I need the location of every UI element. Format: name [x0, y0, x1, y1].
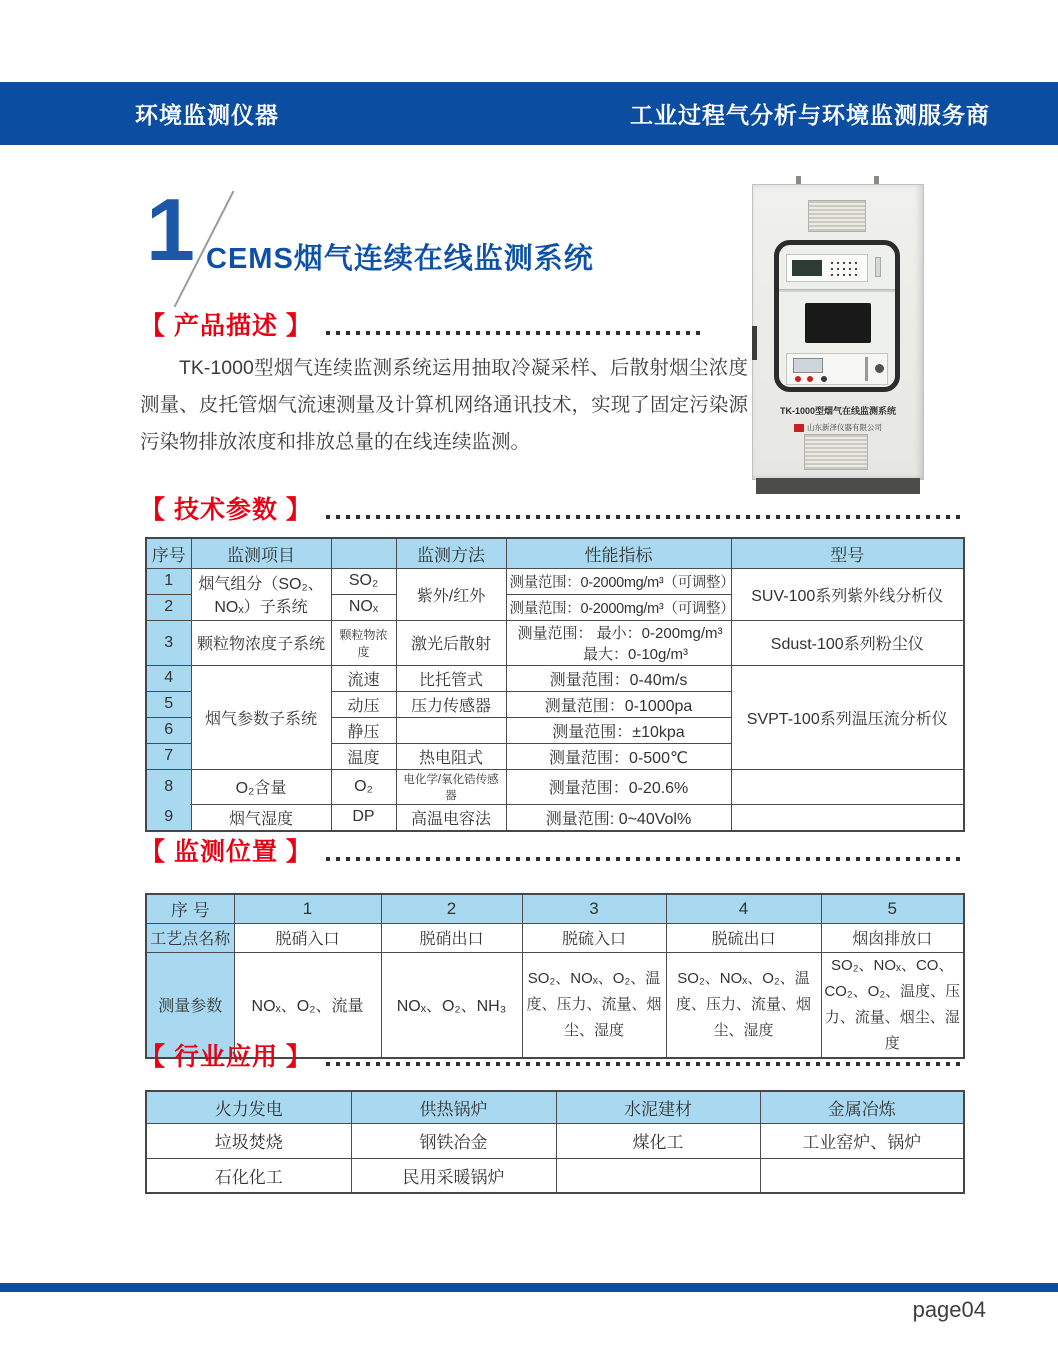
rack-slot — [875, 257, 881, 277]
col-header-3: 3 — [522, 894, 666, 923]
table-row — [146, 1123, 964, 1158]
cell-process-point: 脱硝出口 — [381, 923, 522, 952]
cell-method: 激光后散射 — [396, 620, 506, 665]
flow-gauge — [865, 357, 868, 381]
cell-model — [731, 769, 964, 804]
footer-bar — [0, 1283, 1058, 1292]
table-row — [146, 923, 964, 952]
col-header: 供热锅炉 — [351, 1091, 556, 1123]
cell-perf: 测量范围：0-2000mg/m³（可调整） — [506, 594, 731, 620]
col-header-4: 4 — [666, 894, 821, 923]
col-header-sub — [331, 538, 396, 568]
page-number: page04 — [912, 1297, 986, 1322]
cell-method: 压力传感器 — [396, 691, 506, 717]
corner-header: 序 号 — [146, 894, 234, 923]
cell-industry: 民用采暖锅炉 — [351, 1158, 556, 1193]
cell-method: 比托管式 — [396, 665, 506, 691]
cabinet-top-vent — [808, 200, 866, 232]
cell-model — [731, 804, 964, 831]
cell-industry: 工业窑炉、锅炉 — [760, 1123, 964, 1158]
cell-method: 高温电容法 — [396, 804, 506, 831]
col-header-model: 型号 — [731, 538, 964, 568]
rack-shelf — [779, 289, 895, 292]
cell-parameters: SO₂、NOₓ、CO、CO₂、O₂、温度、压力、流量、烟尘、湿度 — [821, 952, 964, 1058]
row-label: 工艺点名称 — [146, 923, 234, 952]
perf-line-1: 测量范围： 最小：0-200mg/m³ — [517, 624, 723, 642]
table-row — [146, 568, 964, 594]
col-header-1: 1 — [234, 894, 381, 923]
cell-no: 9 — [146, 804, 191, 831]
cell-sub: O₂ — [331, 769, 396, 804]
cell-method: 热电阻式 — [396, 743, 506, 769]
cell-item: 烟气组分（SO₂、NOₓ）子系统 — [191, 568, 331, 620]
red-button — [807, 376, 813, 382]
cell-industry: 石化化工 — [146, 1158, 351, 1193]
cabinet-bottom-vent — [804, 434, 868, 470]
cell-no: 1 — [146, 568, 191, 594]
col-header-no: 序号 — [146, 538, 191, 568]
page-title: CEMS烟气连续在线监测系统 — [206, 243, 594, 275]
table-header-row — [146, 894, 964, 923]
cabinet-window — [774, 240, 900, 392]
cabinet-company-label: 山东新泽仪器有限公司 — [807, 423, 882, 432]
col-header-2: 2 — [381, 894, 522, 923]
positions-table — [145, 893, 965, 1059]
cell-no: 6 — [146, 717, 191, 743]
heading-label: 【 技术参数 】 — [140, 496, 312, 524]
cell-item: 烟气湿度 — [191, 804, 331, 831]
cell-method: 电化学/氧化锆传感器 — [396, 769, 506, 804]
cell-no: 5 — [146, 691, 191, 717]
cell-sub: 静压 — [331, 717, 396, 743]
heading-label: 【 行业应用 】 — [140, 1043, 312, 1071]
cell-perf: 测量范围：0-40m/s — [506, 665, 731, 691]
cell-perf: 测量范围: 0~40Vol% — [506, 804, 731, 831]
col-header: 水泥建材 — [556, 1091, 760, 1123]
cell-industry — [556, 1158, 760, 1193]
cell-sub: 温度 — [331, 743, 396, 769]
control-unit — [786, 353, 888, 385]
cell-perf: 测量范围：0-2000mg/m³（可调整） — [506, 568, 731, 594]
section-heading-industries — [140, 1037, 964, 1073]
cell-perf: 测量范围：±10kpa — [506, 717, 731, 743]
cell-item: O₂含量 — [191, 769, 331, 804]
cell-perf: 测量范围：0-20.6% — [506, 769, 731, 804]
cell-model: SVPT-100系列温压流分析仪 — [731, 665, 964, 769]
heading-label: 【 监测位置 】 — [140, 838, 312, 866]
col-header-item: 监测项目 — [191, 538, 331, 568]
cell-sub: 流速 — [331, 665, 396, 691]
col-header: 火力发电 — [146, 1091, 351, 1123]
dotted-line — [326, 857, 964, 861]
tech-params-table — [145, 537, 965, 832]
cell-model: SUV-100系列紫外线分析仪 — [731, 568, 964, 620]
dotted-line — [326, 331, 702, 335]
header-left-title: 环境监测仪器 — [135, 102, 279, 128]
cell-perf — [506, 620, 731, 665]
section-heading-tech-params — [140, 490, 964, 526]
section-heading-product-desc — [140, 306, 702, 342]
header-bar — [0, 82, 1058, 145]
col-header-5: 5 — [821, 894, 964, 923]
table-header-row — [146, 538, 964, 568]
cell-sub: DP — [331, 804, 396, 831]
col-header: 金属冶炼 — [760, 1091, 964, 1123]
cell-sub: 动压 — [331, 691, 396, 717]
cell-no: 2 — [146, 594, 191, 620]
cell-process-point: 脱硝入口 — [234, 923, 381, 952]
col-header-method: 监测方法 — [396, 538, 506, 568]
cell-method — [396, 717, 506, 743]
table-row — [146, 665, 964, 691]
product-photo — [752, 176, 924, 494]
cabinet-handle — [752, 326, 757, 360]
cell-process-point: 烟囱排放口 — [821, 923, 964, 952]
cell-sub: NOₓ — [331, 594, 396, 620]
dark-button — [821, 376, 827, 382]
table-row — [146, 804, 964, 831]
perf-line-2: 最大：0-10g/m³ — [582, 645, 689, 663]
analyzer-keypad — [829, 260, 861, 276]
section-number: 1 — [146, 180, 195, 279]
cell-model: Sdust-100系列粉尘仪 — [731, 620, 964, 665]
analyzer-lcd — [792, 260, 822, 276]
cell-industry: 煤化工 — [556, 1123, 760, 1158]
cell-no: 3 — [146, 620, 191, 665]
company-logo-icon — [794, 424, 804, 432]
cell-parameters: NOₓ、O₂、流量 — [234, 952, 381, 1058]
cell-perf: 测量范围：0-500℃ — [506, 743, 731, 769]
cell-industry: 垃圾焚烧 — [146, 1123, 351, 1158]
dotted-line — [326, 515, 964, 519]
product-description: TK-1000型烟气连续监测系统运用抽取冷凝采样、后散射烟尘浓度测量、皮托管烟气流速测量及计算机网络通讯技术，实现了固定污染源污染物排放浓度和排放总量的在线连续监测。 — [140, 357, 748, 453]
cell-process-point: 脱硫入口 — [522, 923, 666, 952]
heading-label: 【 产品描述 】 — [140, 312, 312, 340]
table-row — [146, 769, 964, 804]
table-row — [146, 1158, 964, 1193]
col-header-perf: 性能指标 — [506, 538, 731, 568]
cabinet-company-row — [752, 422, 924, 433]
cell-item: 烟气参数子系统 — [191, 665, 331, 769]
cell-perf: 测量范围：0-1000pa — [506, 691, 731, 717]
table-header-row — [146, 1091, 964, 1123]
row-label: 测量参数 — [146, 952, 234, 1058]
header-right-slogan: 工业过程气分析与环境监测服务商 — [630, 102, 990, 128]
cell-process-point: 脱硫出口 — [666, 923, 821, 952]
cell-method: 紫外/红外 — [396, 568, 506, 620]
cell-no: 7 — [146, 743, 191, 769]
knob — [875, 364, 884, 373]
table-corner-stub — [147, 797, 190, 806]
section-heading-positions — [140, 832, 964, 868]
industries-table — [145, 1090, 965, 1194]
cell-no: 4 — [146, 665, 191, 691]
display-screen — [805, 303, 871, 343]
cell-parameters: SO₂、NOₓ、O₂、温度、压力、流量、烟尘、湿度 — [522, 952, 666, 1058]
cell-no: 8 — [146, 769, 191, 804]
dotted-line — [326, 1062, 964, 1066]
analyzer-unit — [786, 254, 868, 282]
cell-sub: SO₂ — [331, 568, 396, 594]
cell-industry — [760, 1158, 964, 1193]
red-button — [795, 376, 801, 382]
cell-industry: 钢铁冶金 — [351, 1123, 556, 1158]
control-lcd — [793, 358, 823, 373]
cell-sub: 颗粒物浓度 — [331, 620, 396, 665]
cell-parameters: SO₂、NOₓ、O₂、温度、压力、流量、烟尘、湿度 — [666, 952, 821, 1058]
cabinet-model-label: TK-1000型烟气在线监测系统 — [779, 406, 897, 416]
cell-parameters: NOₓ、O₂、NH₃ — [381, 952, 522, 1058]
cell-item: 颗粒物浓度子系统 — [191, 620, 331, 665]
table-row — [146, 620, 964, 665]
